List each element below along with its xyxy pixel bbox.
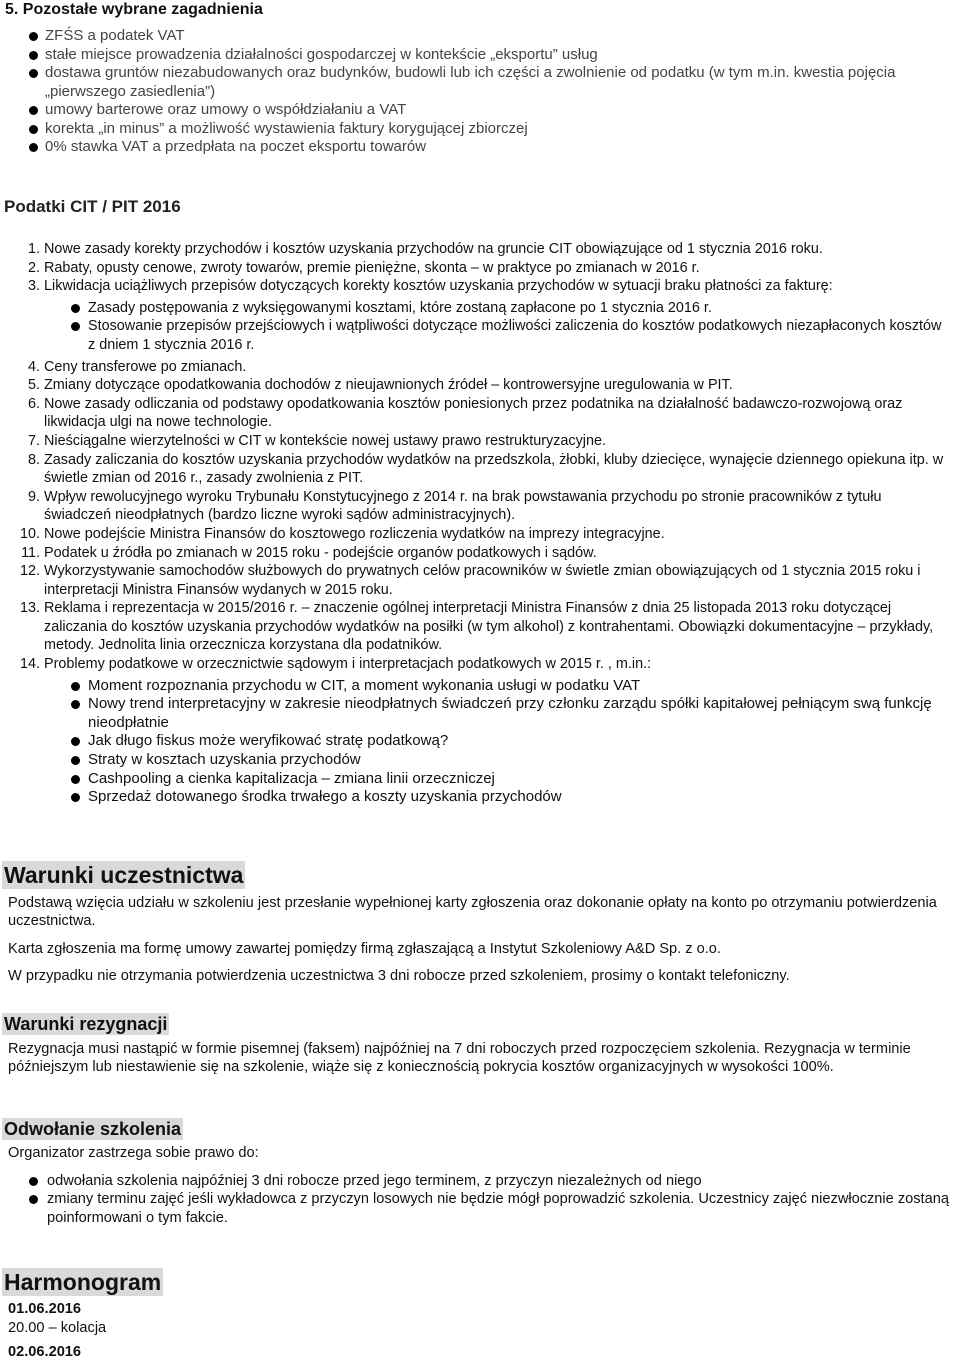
sub-list (44, 677, 950, 807)
participation-paragraph-2: Karta zgłoszenia ma formę umowy zawartej pomiędzy firmą zgłaszającą a Instytut Szkoleniowy A&D Sp. z o.o. (8, 941, 721, 957)
schedule-heading: Harmonogram (4, 1269, 162, 1295)
list-item: 9. Wpływ rewolucyjnego wyroku Trybunału Konstytucyjnego z 2014 r. na brak powstawania przychodu po stronie pracowników z tytułu świadczeń nieodpłatnych (bardzo liczne wyroki sądów administracyjnych). (27, 488, 882, 524)
cit-topics-list (0, 240, 960, 810)
list-item: 13. Reklama i reprezentacja w 2015/2016 r. – znaczenie ogólnej interpretacji Ministra Finansów z dnia 25 listopada 2013 roku dotyczącej zaliczania do kosztów uzyskania przychodów wydatków na posiłki (w tym alkohol) z kontrahentami. Obowiązki dokumentacyjne – przykłady, metody. Jednolita linia orzecznicza korzystana dla podatników. (19, 600, 934, 654)
cancellation-intro: Organizator zastrzega sobie prawo do: (8, 1145, 259, 1161)
cancellation-heading: Odwołanie szkolenia (4, 1119, 182, 1139)
section-5-heading: 5. Pozostałe wybrane zagadnienia (5, 1, 263, 18)
list-item: 6. Nowe zasady odliczania od podstawy opodatkowania kosztów poniesionych przez podatnika na działalność badawczo-rozwojową oraz likwidacja ulgi na nowe technologie. (27, 395, 903, 431)
list-item: 10. Nowe podejście Ministra Finansów do kosztowego rozliczenia wydatków na imprezy integracyjne. (19, 525, 665, 542)
sub-list-item: Sprzedaż dotowanego środka trwałego a koszty uzyskania przychodów (44, 788, 950, 807)
vat-topics-list (0, 27, 950, 157)
sub-list-item: Nowy trend interpretacyjny w zakresie nieodpłatnych świadczeń przy członku zarządu spółki kapitałowej pełniącym swą funkcję nieodpłatnie (44, 695, 950, 732)
sub-list-item: Zasady postępowania z wyksięgowanymi kosztami, które zostaną zapłacone po 1 stycznia 2016 r. (44, 299, 950, 318)
list-item: ZFŚS a podatek VAT (0, 27, 950, 46)
sub-list-item: Cashpooling a cienka kapitalizacja – zmiana linii orzeczniczej (44, 770, 950, 789)
list-item: odwołania szkolenia najpóźniej 3 dni robocze przed jego terminem, z przyczyn niezależnych od niego (0, 1172, 950, 1190)
sub-list-item: Stosowanie przepisów przejściowych i wątpliwości dotyczące możliwości zaliczenia do kosztów podatkowych niezapłaconych kosztów z dniem 1 stycznia 2016 r. (44, 317, 950, 354)
list-item: zmiany terminu zajęć jeśli wykładowca z przyczyn losowych nie będzie mógł poprowadzić szkolenia. Uczestnicy zajęć niezwłocznie zostaną poinformowani o tym fakcie. (0, 1190, 950, 1227)
participation-paragraph-1: Podstawą wzięcia udziału w szkoleniu jest przesłanie wypełnionej karty zgłoszenia oraz dokonanie opłaty na konto po otrzymaniu potwierdzenia uczestnictwa. (8, 895, 937, 930)
resignation-paragraph: Rezygnacja musi nastąpić w formie pisemnej (faksem) najpóźniej na 7 dni roboczych przed rozpoczęciem szkolenia. Rezygnacja w terminie późniejszym lub niestawienie się na szkolenie, wiąże się z koniecznością pokrycia kosztów organizacyjnych w wysokości 100%. (8, 1041, 911, 1076)
list-item: 2. Rabaty, opusty cenowe, zwroty towarów, premie pieniężne, skonta – w praktyce po zmianach w 2016 r. (27, 259, 700, 276)
schedule-entry: 20.00 – kolacja (8, 1320, 107, 1336)
schedule-date-2: 02.06.2016 (8, 1344, 82, 1360)
list-item: 14. Problemy podatkowe w orzecznictwie sądowym i interpretacjach podatkowych w 2015 r. , m.in.: Moment rozpoznania przychodu w CIT, a moment wykonania usługi w podatku VAT Nowy trend interpretacyjny w zakresie nieodpłatnych świadczeń przy członku zarządu spółki kapitałowej pełniącym swą funkcję nieodpłatnie Jak długo fiskus może weryfikować stratę podatkową? Straty w kosztach uzyskania przychodów Cashpooling a cienka kapitalizacja – zmiana linii orzeczniczej Sprzedaż dotowanego środka trwałego a koszty uzyskania przychodów (0, 655, 960, 807)
resignation-terms-heading: Warunki rezygnacji (4, 1014, 168, 1034)
list-item: 8. Zasady zaliczania do kosztów uzyskania przychodów wydatków na przedszkola, żłobki, kluby dziecięce, wynajęcie dziennego opiekuna itp. w świetle zmian od 2016 r., zasady zwolnienia z PIT. (27, 451, 944, 487)
participation-terms-heading: Warunki uczestnictwa (4, 862, 244, 888)
cit-pit-heading: Podatki CIT / PIT 2016 (4, 197, 181, 216)
list-item: korekta „in minus” a możliwość wystawienia faktury korygującej zbiorczej (0, 120, 950, 139)
sub-list-item: Jak długo fiskus może weryfikować stratę podatkową? (44, 732, 950, 751)
list-item: stałe miejsce prowadzenia działalności gospodarczej w kontekście „eksportu” usług (0, 46, 950, 65)
list-item: 4. Ceny transferowe po zmianach. (27, 358, 247, 375)
list-item: 7. Nieściągalne wierzytelności w CIT w kontekście nowej ustawy prawo restrukturyzacyjne. (27, 432, 606, 449)
list-item: dostawa gruntów niezabudowanych oraz budynków, budowli lub ich części a zwolnienie od podatku (w tym m.in. kwestia pojęcia „pierwszego zasiedlenia”) (0, 64, 950, 101)
schedule-date-1: 01.06.2016 (8, 1301, 82, 1317)
list-item: 12. Wykorzystywanie samochodów służbowych do prywatnych celów pracowników w świetle zmian obowiązujących od 1 stycznia 2015 roku i interpretacji Ministra Finansów wydanych w 2015 roku. (19, 563, 921, 598)
list-item: 11. Podatek u źródła po zmianach w 2015 roku - podejście organów podatkowych i sądów. (21, 544, 597, 561)
cancellation-list (0, 1172, 950, 1227)
sub-list (44, 299, 950, 355)
list-item: 3. Likwidacja uciążliwych przepisów dotyczących korekty kosztów uzyskania przychodów w sytuacji braku płatności za fakturę: Zasady postępowania z wyksięgowanymi kosztami, które zostaną zapłacone po 1 stycznia 2016 r. Stosowanie przepisów przejściowych i wątpliwości dotyczące możliwości zaliczenia do kosztów podatkowych niezapłaconych kosztów z dniem 1 stycznia 2016 r. (0, 277, 960, 354)
participation-paragraph-3: W przypadku nie otrzymania potwierdzenia uczestnictwa 3 dni robocze przed szkoleniem, prosimy o kontakt telefoniczny. (8, 968, 790, 984)
list-item: 0% stawka VAT a przedpłata na poczet eksportu towarów (0, 138, 950, 157)
list-item: umowy barterowe oraz umowy o współdziałaniu a VAT (0, 101, 950, 120)
sub-list-item: Moment rozpoznania przychodu w CIT, a moment wykonania usługi w podatku VAT (44, 677, 950, 696)
list-item: 1. Nowe zasady korekty przychodów i kosztów uzyskania przychodów na gruncie CIT obowiązujące od 1 stycznia 2016 roku. (27, 241, 823, 257)
list-item: 5. Zmiany dotyczące opodatkowania dochodów z nieujawnionych źródeł – kontrowersyjne uregulowania w PIT. (27, 377, 733, 394)
sub-list-item: Straty w kosztach uzyskania przychodów (44, 751, 950, 770)
